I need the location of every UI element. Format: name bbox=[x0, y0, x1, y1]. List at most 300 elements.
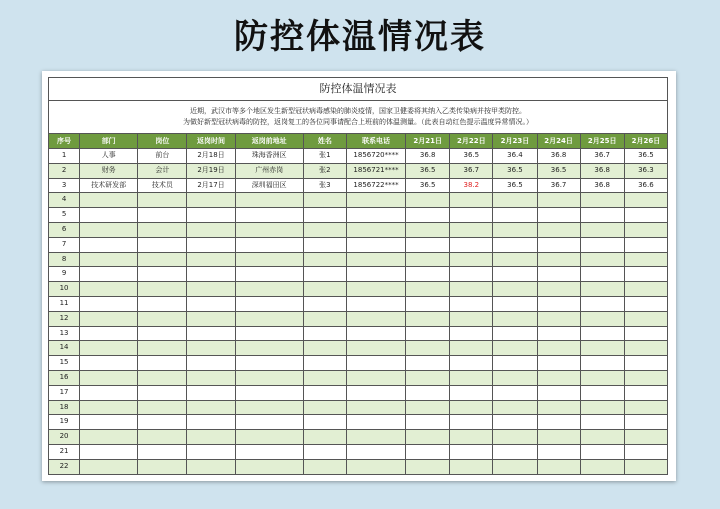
table-cell[interactable]: 15 bbox=[49, 356, 80, 371]
table-cell[interactable]: 20 bbox=[49, 430, 80, 445]
table-cell[interactable] bbox=[624, 311, 667, 326]
table-cell[interactable]: 5 bbox=[49, 208, 80, 223]
table-cell[interactable]: 1856720**** bbox=[346, 149, 405, 164]
table-cell[interactable] bbox=[187, 430, 235, 445]
table-cell[interactable] bbox=[624, 444, 667, 459]
table-cell[interactable] bbox=[80, 430, 138, 445]
column-header[interactable]: 部门 bbox=[80, 134, 138, 149]
table-cell[interactable] bbox=[624, 370, 667, 385]
table-cell[interactable] bbox=[580, 459, 624, 474]
table-cell[interactable] bbox=[138, 430, 187, 445]
table-cell[interactable] bbox=[537, 444, 580, 459]
table-cell[interactable] bbox=[138, 296, 187, 311]
table-cell[interactable] bbox=[187, 311, 235, 326]
table-cell[interactable] bbox=[406, 444, 450, 459]
table-cell[interactable] bbox=[80, 252, 138, 267]
table-cell[interactable] bbox=[303, 326, 346, 341]
table-cell[interactable]: 36.8 bbox=[537, 149, 580, 164]
table-cell[interactable]: 21 bbox=[49, 444, 80, 459]
table-cell[interactable] bbox=[493, 267, 537, 282]
table-cell[interactable]: 36.5 bbox=[406, 178, 450, 193]
table-cell[interactable]: 36.5 bbox=[537, 163, 580, 178]
table-cell[interactable] bbox=[580, 222, 624, 237]
column-header[interactable]: 2月23日 bbox=[493, 134, 537, 149]
table-cell[interactable] bbox=[303, 356, 346, 371]
table-cell[interactable] bbox=[493, 370, 537, 385]
table-cell[interactable] bbox=[580, 415, 624, 430]
table-cell[interactable]: 17 bbox=[49, 385, 80, 400]
table-cell[interactable] bbox=[235, 385, 303, 400]
table-cell[interactable]: 7 bbox=[49, 237, 80, 252]
table-cell[interactable] bbox=[537, 237, 580, 252]
table-cell[interactable] bbox=[406, 385, 450, 400]
table-cell[interactable] bbox=[80, 400, 138, 415]
table-cell[interactable] bbox=[346, 400, 405, 415]
table-cell[interactable] bbox=[624, 222, 667, 237]
table-cell[interactable] bbox=[187, 193, 235, 208]
table-cell[interactable] bbox=[235, 356, 303, 371]
table-cell[interactable] bbox=[235, 311, 303, 326]
table-cell[interactable]: 2月18日 bbox=[187, 149, 235, 164]
table-cell[interactable]: 36.5 bbox=[406, 163, 450, 178]
table-cell[interactable]: 13 bbox=[49, 326, 80, 341]
table-cell[interactable] bbox=[303, 415, 346, 430]
table-cell[interactable]: 36.7 bbox=[580, 149, 624, 164]
table-cell[interactable] bbox=[580, 193, 624, 208]
table-cell[interactable]: 6 bbox=[49, 222, 80, 237]
table-cell[interactable]: 36.4 bbox=[493, 149, 537, 164]
table-cell[interactable] bbox=[187, 400, 235, 415]
table-cell[interactable] bbox=[450, 193, 493, 208]
table-cell[interactable]: 36.3 bbox=[624, 163, 667, 178]
table-cell[interactable] bbox=[537, 341, 580, 356]
table-cell[interactable] bbox=[580, 267, 624, 282]
table-cell[interactable] bbox=[138, 459, 187, 474]
table-cell[interactable] bbox=[303, 311, 346, 326]
table-cell[interactable] bbox=[493, 296, 537, 311]
table-cell[interactable] bbox=[537, 311, 580, 326]
table-cell[interactable] bbox=[138, 282, 187, 297]
table-cell[interactable] bbox=[493, 252, 537, 267]
table-cell[interactable] bbox=[80, 444, 138, 459]
table-cell[interactable] bbox=[493, 444, 537, 459]
table-cell[interactable] bbox=[346, 222, 405, 237]
table-cell[interactable] bbox=[450, 296, 493, 311]
table-cell[interactable] bbox=[450, 222, 493, 237]
table-cell[interactable] bbox=[80, 385, 138, 400]
table-cell[interactable] bbox=[187, 282, 235, 297]
table-cell[interactable] bbox=[187, 341, 235, 356]
table-cell[interactable] bbox=[537, 370, 580, 385]
table-cell[interactable] bbox=[537, 400, 580, 415]
table-cell[interactable] bbox=[346, 341, 405, 356]
table-cell[interactable] bbox=[580, 326, 624, 341]
column-header[interactable]: 返岗时间 bbox=[187, 134, 235, 149]
table-cell[interactable] bbox=[537, 356, 580, 371]
table-cell[interactable] bbox=[450, 400, 493, 415]
table-cell[interactable] bbox=[235, 267, 303, 282]
table-cell[interactable] bbox=[537, 296, 580, 311]
table-cell[interactable] bbox=[450, 341, 493, 356]
table-cell[interactable]: 36.5 bbox=[493, 178, 537, 193]
table-cell[interactable] bbox=[187, 356, 235, 371]
table-cell[interactable] bbox=[235, 341, 303, 356]
table-cell[interactable]: 36.8 bbox=[580, 178, 624, 193]
table-cell[interactable] bbox=[187, 267, 235, 282]
table-cell[interactable]: 张3 bbox=[303, 178, 346, 193]
table-cell[interactable] bbox=[624, 296, 667, 311]
table-cell[interactable] bbox=[80, 356, 138, 371]
table-cell[interactable] bbox=[624, 459, 667, 474]
table-cell[interactable] bbox=[406, 430, 450, 445]
table-cell[interactable] bbox=[624, 267, 667, 282]
table-cell[interactable] bbox=[303, 444, 346, 459]
table-cell[interactable]: 9 bbox=[49, 267, 80, 282]
table-cell[interactable] bbox=[235, 370, 303, 385]
table-cell[interactable] bbox=[303, 208, 346, 223]
table-cell[interactable]: 22 bbox=[49, 459, 80, 474]
table-cell[interactable] bbox=[406, 193, 450, 208]
table-cell[interactable] bbox=[138, 415, 187, 430]
table-cell[interactable] bbox=[235, 444, 303, 459]
table-cell[interactable] bbox=[624, 356, 667, 371]
table-cell[interactable] bbox=[138, 400, 187, 415]
table-cell[interactable] bbox=[624, 415, 667, 430]
column-header[interactable]: 2月21日 bbox=[406, 134, 450, 149]
table-cell[interactable] bbox=[346, 459, 405, 474]
table-cell[interactable] bbox=[493, 282, 537, 297]
table-cell[interactable] bbox=[537, 415, 580, 430]
table-cell[interactable] bbox=[80, 296, 138, 311]
table-cell[interactable] bbox=[80, 415, 138, 430]
table-cell[interactable] bbox=[450, 459, 493, 474]
column-header[interactable]: 姓名 bbox=[303, 134, 346, 149]
table-cell[interactable] bbox=[493, 193, 537, 208]
table-cell[interactable] bbox=[138, 311, 187, 326]
table-cell[interactable] bbox=[450, 267, 493, 282]
table-cell[interactable] bbox=[80, 341, 138, 356]
table-cell[interactable]: 14 bbox=[49, 341, 80, 356]
table-cell[interactable] bbox=[138, 193, 187, 208]
table-cell[interactable] bbox=[187, 459, 235, 474]
table-cell[interactable] bbox=[450, 237, 493, 252]
table-cell[interactable]: 11 bbox=[49, 296, 80, 311]
table-cell[interactable] bbox=[537, 282, 580, 297]
table-cell[interactable] bbox=[493, 430, 537, 445]
table-cell[interactable] bbox=[450, 282, 493, 297]
table-cell[interactable]: 36.5 bbox=[624, 149, 667, 164]
table-cell[interactable] bbox=[537, 208, 580, 223]
table-cell[interactable] bbox=[346, 444, 405, 459]
table-cell[interactable] bbox=[235, 459, 303, 474]
table-cell[interactable]: 3 bbox=[49, 178, 80, 193]
table-cell[interactable] bbox=[187, 252, 235, 267]
table-cell[interactable] bbox=[493, 400, 537, 415]
table-cell[interactable] bbox=[80, 193, 138, 208]
table-cell[interactable]: 19 bbox=[49, 415, 80, 430]
table-cell[interactable]: 36.7 bbox=[537, 178, 580, 193]
table-cell[interactable] bbox=[303, 296, 346, 311]
table-cell[interactable] bbox=[580, 208, 624, 223]
table-cell[interactable] bbox=[187, 296, 235, 311]
table-cell[interactable] bbox=[493, 459, 537, 474]
table-cell[interactable] bbox=[450, 385, 493, 400]
table-cell[interactable] bbox=[406, 296, 450, 311]
table-cell[interactable]: 18 bbox=[49, 400, 80, 415]
table-cell[interactable] bbox=[187, 444, 235, 459]
table-cell[interactable] bbox=[187, 237, 235, 252]
table-cell[interactable] bbox=[235, 237, 303, 252]
table-cell[interactable]: 10 bbox=[49, 282, 80, 297]
table-cell[interactable] bbox=[624, 430, 667, 445]
table-cell[interactable] bbox=[406, 237, 450, 252]
table-cell[interactable] bbox=[187, 415, 235, 430]
table-cell[interactable] bbox=[138, 222, 187, 237]
table-cell[interactable] bbox=[537, 193, 580, 208]
table-cell[interactable]: 36.7 bbox=[450, 163, 493, 178]
table-cell[interactable]: 张2 bbox=[303, 163, 346, 178]
table-cell[interactable] bbox=[303, 282, 346, 297]
table-cell[interactable] bbox=[406, 415, 450, 430]
table-cell[interactable] bbox=[406, 341, 450, 356]
table-cell[interactable] bbox=[493, 356, 537, 371]
table-cell[interactable] bbox=[235, 193, 303, 208]
table-cell[interactable] bbox=[235, 296, 303, 311]
table-cell[interactable] bbox=[580, 296, 624, 311]
table-cell[interactable]: 人事 bbox=[80, 149, 138, 164]
table-cell[interactable] bbox=[580, 385, 624, 400]
table-cell[interactable] bbox=[80, 282, 138, 297]
table-cell[interactable] bbox=[580, 370, 624, 385]
table-cell[interactable] bbox=[303, 252, 346, 267]
table-cell[interactable] bbox=[235, 252, 303, 267]
table-cell[interactable] bbox=[406, 370, 450, 385]
table-cell[interactable]: 会计 bbox=[138, 163, 187, 178]
table-cell[interactable] bbox=[406, 326, 450, 341]
table-cell[interactable] bbox=[580, 341, 624, 356]
table-cell[interactable] bbox=[138, 252, 187, 267]
table-cell[interactable] bbox=[537, 459, 580, 474]
table-cell[interactable] bbox=[187, 222, 235, 237]
table-cell[interactable] bbox=[406, 267, 450, 282]
table-cell[interactable] bbox=[450, 252, 493, 267]
table-cell[interactable] bbox=[235, 400, 303, 415]
table-cell[interactable] bbox=[406, 400, 450, 415]
table-cell[interactable]: 张1 bbox=[303, 149, 346, 164]
table-cell[interactable] bbox=[537, 222, 580, 237]
table-cell[interactable]: 4 bbox=[49, 193, 80, 208]
table-cell[interactable] bbox=[493, 385, 537, 400]
table-cell[interactable] bbox=[346, 311, 405, 326]
table-cell[interactable] bbox=[80, 267, 138, 282]
table-cell[interactable]: 1 bbox=[49, 149, 80, 164]
column-header[interactable]: 联系电话 bbox=[346, 134, 405, 149]
table-cell[interactable] bbox=[624, 282, 667, 297]
table-cell[interactable] bbox=[537, 385, 580, 400]
table-cell[interactable] bbox=[346, 267, 405, 282]
table-cell[interactable]: 36.5 bbox=[450, 149, 493, 164]
table-cell[interactable] bbox=[580, 311, 624, 326]
table-cell[interactable]: 36.8 bbox=[580, 163, 624, 178]
table-cell[interactable] bbox=[493, 237, 537, 252]
table-cell[interactable] bbox=[138, 208, 187, 223]
column-header[interactable]: 2月24日 bbox=[537, 134, 580, 149]
table-cell[interactable] bbox=[303, 459, 346, 474]
table-cell[interactable]: 2 bbox=[49, 163, 80, 178]
table-cell[interactable] bbox=[80, 370, 138, 385]
table-cell[interactable] bbox=[580, 430, 624, 445]
table-cell[interactable] bbox=[138, 341, 187, 356]
table-cell[interactable] bbox=[303, 430, 346, 445]
table-cell[interactable] bbox=[493, 311, 537, 326]
table-cell[interactable] bbox=[80, 222, 138, 237]
table-cell[interactable] bbox=[80, 326, 138, 341]
table-cell[interactable] bbox=[346, 237, 405, 252]
table-cell[interactable] bbox=[187, 208, 235, 223]
table-cell[interactable] bbox=[406, 252, 450, 267]
table-cell[interactable] bbox=[624, 341, 667, 356]
table-cell[interactable] bbox=[346, 326, 405, 341]
table-cell[interactable] bbox=[450, 356, 493, 371]
table-cell[interactable] bbox=[80, 208, 138, 223]
table-cell[interactable] bbox=[303, 400, 346, 415]
column-header[interactable]: 序号 bbox=[49, 134, 80, 149]
table-cell[interactable]: 36.6 bbox=[624, 178, 667, 193]
table-cell[interactable] bbox=[346, 252, 405, 267]
table-cell[interactable] bbox=[346, 282, 405, 297]
table-cell[interactable] bbox=[624, 208, 667, 223]
table-cell[interactable] bbox=[406, 282, 450, 297]
table-cell[interactable] bbox=[624, 237, 667, 252]
table-cell[interactable] bbox=[580, 282, 624, 297]
table-cell[interactable] bbox=[138, 356, 187, 371]
table-cell[interactable] bbox=[303, 341, 346, 356]
table-cell[interactable]: 深圳福田区 bbox=[235, 178, 303, 193]
table-cell[interactable]: 珠海香洲区 bbox=[235, 149, 303, 164]
table-cell[interactable] bbox=[80, 237, 138, 252]
column-header[interactable]: 2月22日 bbox=[450, 134, 493, 149]
table-cell[interactable] bbox=[493, 208, 537, 223]
table-cell[interactable] bbox=[346, 430, 405, 445]
table-cell[interactable] bbox=[624, 385, 667, 400]
table-cell[interactable]: 1856722**** bbox=[346, 178, 405, 193]
table-cell[interactable] bbox=[303, 267, 346, 282]
table-cell[interactable]: 技术研发部 bbox=[80, 178, 138, 193]
table-cell[interactable]: 1856721**** bbox=[346, 163, 405, 178]
table-cell[interactable] bbox=[624, 193, 667, 208]
table-cell[interactable] bbox=[346, 193, 405, 208]
table-cell[interactable]: 12 bbox=[49, 311, 80, 326]
table-cell[interactable] bbox=[580, 237, 624, 252]
table-cell[interactable] bbox=[624, 252, 667, 267]
table-cell[interactable] bbox=[450, 444, 493, 459]
table-cell[interactable] bbox=[235, 415, 303, 430]
table-cell[interactable] bbox=[537, 326, 580, 341]
table-cell[interactable]: 技术员 bbox=[138, 178, 187, 193]
table-cell[interactable] bbox=[303, 385, 346, 400]
table-cell[interactable] bbox=[235, 282, 303, 297]
table-cell[interactable] bbox=[537, 430, 580, 445]
table-cell[interactable] bbox=[138, 267, 187, 282]
column-header[interactable]: 返岗前地址 bbox=[235, 134, 303, 149]
table-cell[interactable] bbox=[493, 222, 537, 237]
table-cell[interactable]: 2月17日 bbox=[187, 178, 235, 193]
table-cell[interactable] bbox=[80, 311, 138, 326]
table-cell[interactable] bbox=[80, 459, 138, 474]
table-cell[interactable] bbox=[580, 252, 624, 267]
table-cell[interactable] bbox=[450, 415, 493, 430]
table-cell[interactable] bbox=[406, 459, 450, 474]
table-cell[interactable]: 16 bbox=[49, 370, 80, 385]
table-cell[interactable] bbox=[346, 415, 405, 430]
table-cell[interactable] bbox=[303, 370, 346, 385]
table-cell[interactable] bbox=[303, 222, 346, 237]
table-cell[interactable]: 财务 bbox=[80, 163, 138, 178]
table-cell[interactable] bbox=[346, 296, 405, 311]
table-cell[interactable] bbox=[580, 356, 624, 371]
table-cell[interactable] bbox=[450, 208, 493, 223]
table-cell[interactable] bbox=[187, 326, 235, 341]
table-cell[interactable] bbox=[138, 370, 187, 385]
table-cell[interactable] bbox=[138, 237, 187, 252]
table-cell[interactable] bbox=[450, 430, 493, 445]
notice-line: 近期，武汉市等多个地区发生新型冠状病毒感染的肺炎疫情，国家卫健委将其纳入乙类传染病并按甲类防控。 bbox=[190, 107, 526, 115]
table-cell[interactable] bbox=[580, 400, 624, 415]
table-cell[interactable] bbox=[406, 208, 450, 223]
column-header[interactable]: 2月25日 bbox=[580, 134, 624, 149]
table-cell[interactable] bbox=[235, 326, 303, 341]
table-cell[interactable] bbox=[235, 430, 303, 445]
table-cell[interactable] bbox=[624, 326, 667, 341]
table-cell[interactable] bbox=[450, 370, 493, 385]
table-cell[interactable] bbox=[537, 252, 580, 267]
table-cell[interactable]: 36.5 bbox=[493, 163, 537, 178]
table-cell[interactable] bbox=[235, 222, 303, 237]
table-cell[interactable] bbox=[406, 222, 450, 237]
table-cell[interactable]: 8 bbox=[49, 252, 80, 267]
table-cell[interactable] bbox=[346, 356, 405, 371]
table-cell[interactable]: 广州赤岗 bbox=[235, 163, 303, 178]
table-cell[interactable] bbox=[493, 326, 537, 341]
column-header[interactable]: 2月26日 bbox=[624, 134, 667, 149]
table-cell[interactable] bbox=[187, 370, 235, 385]
table-cell[interactable]: 2月19日 bbox=[187, 163, 235, 178]
table-cell[interactable] bbox=[346, 208, 405, 223]
table-cell[interactable] bbox=[138, 326, 187, 341]
table-cell[interactable]: 前台 bbox=[138, 149, 187, 164]
table-cell[interactable] bbox=[406, 311, 450, 326]
table-cell[interactable] bbox=[187, 385, 235, 400]
table-cell[interactable] bbox=[406, 356, 450, 371]
table-cell[interactable] bbox=[537, 267, 580, 282]
table-cell[interactable] bbox=[138, 444, 187, 459]
column-header[interactable]: 岗位 bbox=[138, 134, 187, 149]
table-cell[interactable]: 38.2 bbox=[450, 178, 493, 193]
table-cell[interactable] bbox=[346, 385, 405, 400]
table-cell[interactable] bbox=[303, 237, 346, 252]
table-cell[interactable] bbox=[450, 311, 493, 326]
table-cell[interactable] bbox=[493, 341, 537, 356]
table-cell[interactable] bbox=[450, 326, 493, 341]
table-cell[interactable] bbox=[493, 415, 537, 430]
table-cell[interactable]: 36.8 bbox=[406, 149, 450, 164]
table-cell[interactable] bbox=[580, 444, 624, 459]
table-cell[interactable] bbox=[624, 400, 667, 415]
table-cell[interactable] bbox=[346, 370, 405, 385]
table-cell[interactable] bbox=[235, 208, 303, 223]
table-cell[interactable] bbox=[303, 193, 346, 208]
table-cell[interactable] bbox=[138, 385, 187, 400]
